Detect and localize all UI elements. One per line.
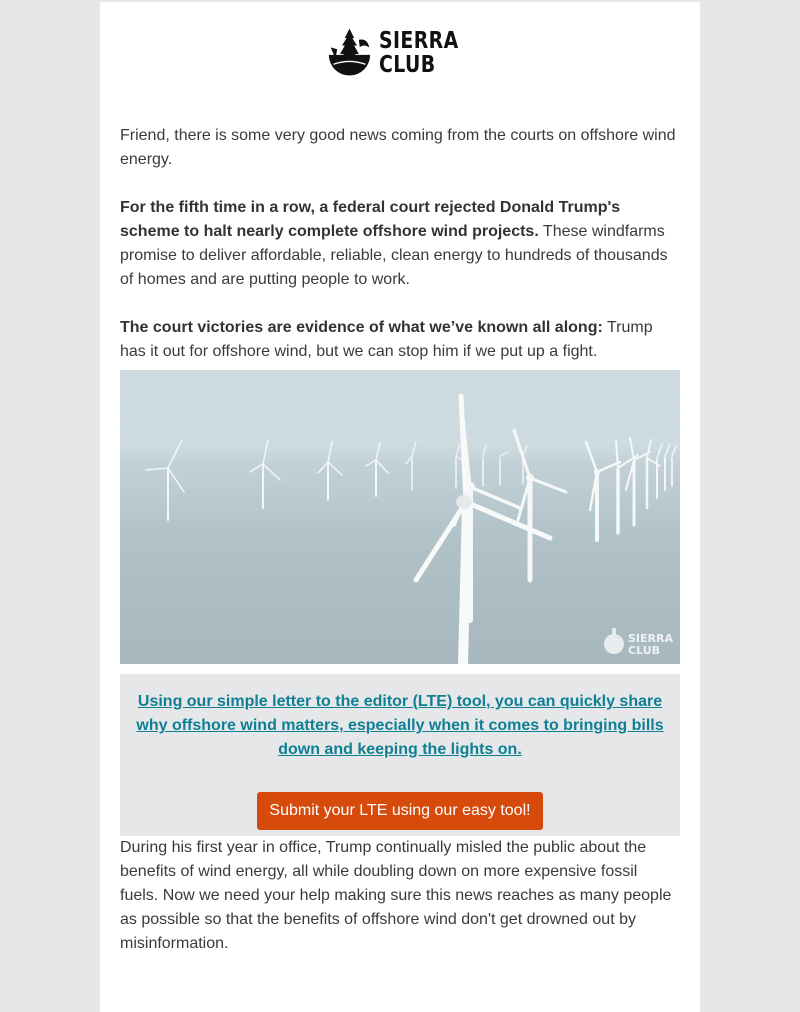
watermark-text-line1: SIERRA [628, 632, 673, 645]
victories-paragraph [120, 316, 680, 364]
watermark-text-line2: CLUB [628, 644, 661, 657]
intro-paragraph [120, 124, 680, 172]
sierra-club-logo[interactable] [326, 24, 476, 82]
cta-box [120, 674, 680, 836]
court-paragraph [120, 196, 680, 292]
court-paragraph-bold: For the fifth time in a row, a federal court rejected Donald Trump's scheme to halt nearly complete offshore wind projects. [120, 199, 621, 240]
intro-text: Friend, there is some very good news coming from the courts on offshore wind energy. [120, 127, 676, 168]
wind-turbines-illustration [120, 370, 680, 664]
email-card [100, 2, 700, 1012]
victories-paragraph-bold: The court victories are evidence of what we’ve known all along: [120, 319, 603, 336]
logo-text-line2: CLUB [378, 52, 436, 78]
sierra-club-tree-icon [326, 25, 373, 81]
email-content [120, 124, 680, 980]
lte-tool-link[interactable]: Using our simple letter to the editor (LTE) tool, you can quickly share why offshore wind matters, especially when it comes to bringing bills down and keeping the lights on. [136, 693, 664, 758]
submit-lte-button[interactable]: Submit your LTE using our easy tool! [257, 792, 542, 830]
misinformation-text: During his first year in office, Trump continually misled the public about the benefits of wind energy, all while doubling down on more expensive fossil fuels. Now we need your help making sure this news reaches as many people as possible so that the benefits of offshore wind don't get drowned out by misinformation. [120, 839, 672, 952]
court-paragraph-rest: These windfarms promise to deliver affordable, reliable, clean energy to hundreds of thousands of homes and are putting people to work. [120, 223, 668, 288]
hero-image-wind-turbines[interactable] [120, 370, 680, 664]
victories-paragraph-rest: Trump has it out for offshore wind, but we can stop him if we put up a fight. [120, 319, 653, 360]
logo-text-line1: SIERRA [378, 28, 459, 54]
misinformation-paragraph [120, 836, 680, 956]
